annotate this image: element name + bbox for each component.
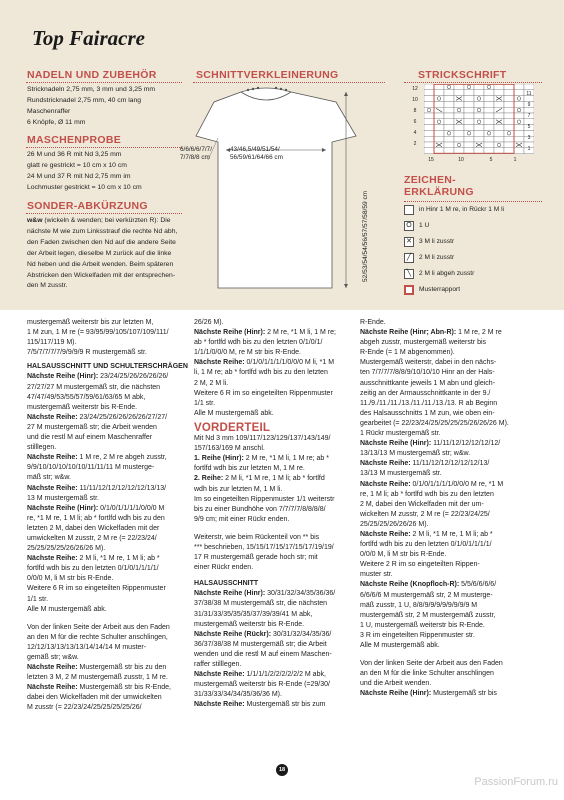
text-line: 157/163/169 M anschl. <box>194 445 265 453</box>
text-line: R-Ende. <box>360 319 386 326</box>
text-line: R-Ende (= 1 M abgenommen). <box>360 349 455 357</box>
text-line: Alle M mustergemäß abk. <box>194 409 274 417</box>
chart-cell <box>464 142 474 148</box>
zeichen-heading: ZEICHEN- ERKLÄRUNG <box>404 174 474 198</box>
text-line: *** beschrieben, 15/15/17/15/17/15/17/19/19/ <box>194 543 334 551</box>
text-line: 1/1 str. <box>27 595 49 603</box>
text-line: 37/38/38 M mustergemäß str, die nächsten <box>194 600 328 608</box>
text-line: fortlfd wdh bis zu den letzten 0/1/0/1/1/1/1/ <box>360 541 492 549</box>
text-line: 9/9/10/10/10/10/10/11/11/11 M musterge- <box>27 464 155 472</box>
text-line: Nächste Reihe (Hinr): Mustergemäß str bis <box>360 690 497 698</box>
text-line: Nächste Reihe: 0/1/0/1/1/1/1/0/0/0 M re, *1 M <box>360 480 504 488</box>
purl3tog-icon: ✕ <box>404 237 414 247</box>
text-line: 0/0/0 M, li M str bis R-Ende. <box>27 575 114 583</box>
chart-cell <box>514 148 524 154</box>
chart-cell <box>484 136 494 142</box>
chart-cell <box>494 148 504 154</box>
text-line: 36/37/38/38 M mustergemäß str; die Arbeit <box>194 640 327 648</box>
text-line: Nächste Reihe (Rückr): 30/31/32/34/35/36/ <box>194 630 332 638</box>
chart-cell <box>514 90 524 96</box>
text-line: Nächste Reihe (Knopfloch-R): 5/5/6/6/6/6/ <box>360 581 497 589</box>
text-line: bis zu einer Bundhöhe von 7/7/7/7/8/8/8/8/ <box>194 505 326 513</box>
chart-cell <box>514 136 524 142</box>
text-line: 13/13/13 M mustergemäß str; w&w. <box>360 450 471 458</box>
text-line: Nächste Reihe: 23/24/25/26/26/26/26/27/27/ <box>27 413 168 421</box>
text-line: 25/25/25/26/26/26 M). <box>360 520 429 528</box>
chart-cell <box>504 101 514 107</box>
chart-cell <box>444 148 454 154</box>
row-number: 8 <box>413 108 417 114</box>
text-line: mustergemäß str, 2 M mustergemäß zusstr, <box>360 611 496 619</box>
chart-cell <box>434 90 444 96</box>
text-line: Nächste Reihe (Hinr): 0/1/0/1/1/1/1/0/0/0 M <box>27 504 165 512</box>
text-line: zeitig an der Armausschnittkante in der 9./ <box>360 389 491 397</box>
text-line: 31/33/33/34/34/35/36/36 M). <box>194 691 282 699</box>
text-line: 1 Rückr mustergemäß str. <box>360 430 441 438</box>
text-line: 13 M mustergemäß str. <box>27 494 99 502</box>
ssp-icon: ╲ <box>404 269 414 279</box>
text-line: stilllegen. <box>27 444 57 452</box>
chart-cell <box>464 125 474 131</box>
text-line: 31/31/33/35/35/35/37/39/39/41 M abk, <box>194 610 313 618</box>
text-line: 3 R im eingeteilten Rippenmuster str. <box>360 631 475 639</box>
chart-cell <box>494 136 504 142</box>
sonder-text: w&w (wickeln & wenden; bei verkürzten R): Die nächste M wie zum Linksstrauf die rechte Nd abh, den Faden zwischen den Nd auf die andere Seite der Arbeit legen, dieselbe M zurück auf die linke Nd heben und die Arbeit wenden. Beim späteren Abstricken den Wickelfaden mit der entsprechen- den M zusstr. <box>27 217 178 290</box>
text-line: fortlfd wdh bis zu den letzten 0/1/0/1/1/1/1/ <box>27 565 159 573</box>
text-line: wenden und die restl M auf einem Maschen- <box>194 650 332 658</box>
chart-cell <box>434 125 444 131</box>
chart-cell <box>494 90 504 96</box>
row-number: 10 <box>412 97 418 103</box>
text-line: einer Rückr enden. <box>194 564 254 572</box>
chart-cell <box>474 101 484 107</box>
chart-cell <box>514 130 524 136</box>
chart-cell <box>484 101 494 107</box>
text-line: Von der linken Seite der Arbeit aus den Faden <box>360 660 503 668</box>
text-line: 0/0/0 M, li M str bis R-Ende. <box>360 551 447 559</box>
text-line: 13/13 M mustergemäß str. <box>360 470 442 478</box>
chart-cell <box>454 148 464 154</box>
col-number: 1 <box>513 157 517 163</box>
knitting-chart <box>412 84 552 174</box>
text-line: Mustergemäß weiterstr, dabei in den nächs- <box>360 359 497 367</box>
chart-cell <box>434 101 444 107</box>
chart-cell <box>514 101 524 107</box>
chart-cell <box>424 142 434 148</box>
chart-cell <box>424 84 434 90</box>
chart-cell <box>464 119 474 125</box>
chart-cell <box>474 90 484 96</box>
text-column-3 <box>360 318 540 699</box>
row-number: 3 <box>527 135 531 141</box>
chart-cell <box>474 130 484 136</box>
text-line: 12/12/13/13/13/13/14/14/14 M muster- <box>27 643 147 651</box>
text-line: Nächste Reihe: Mustergemäß str bis R-Ende, <box>27 684 171 692</box>
chart-cell <box>424 90 434 96</box>
text-line: Alle M mustergemäß abk. <box>360 642 440 649</box>
chart-cell <box>474 136 484 142</box>
text-line: wickelten M zusstr, 2 M re (= 22/23/24/25/ <box>360 510 490 518</box>
chart-cell <box>434 136 444 142</box>
text-line: 17 R mustergemäß gerade hoch str; mit <box>194 554 318 562</box>
text-line: M zusstr (= 22/23/24/25/25/25/25/26/ <box>27 704 142 712</box>
divider <box>404 201 542 202</box>
row-number: 12 <box>412 86 418 92</box>
text-line: Weitere 6 R im so eingeteilten Rippenmuster <box>194 389 333 397</box>
vorderteil-heading: VORDERTEIL <box>194 421 271 434</box>
text-line: mustergemäß weiterstr bis R-Ende (=29/30/ <box>194 681 330 689</box>
text-line: Nächste Reihe (Hinr): 30/31/32/34/35/36/36/ <box>194 590 336 598</box>
chart-cell <box>504 113 514 119</box>
chart-cell <box>504 142 514 148</box>
text-line: letzten 3 M, 2 M mustergemäß zusstr, 1 M re. <box>27 674 168 682</box>
chart-cell <box>464 136 474 142</box>
chart-cell <box>484 142 494 148</box>
text-line: ausschnittkante jeweils 1 M abn und gleich- <box>360 379 496 387</box>
chart-cell <box>474 148 484 154</box>
chart-cell <box>434 130 444 136</box>
row-number: 5 <box>527 124 531 130</box>
section-subheading: HALSAUSSCHNITT <box>194 580 259 588</box>
text-line: 2 M, 2 M li. <box>194 379 229 387</box>
chart-grid <box>424 84 534 154</box>
text-line: Nächste Reihe: 2 M li, *1 M re, 1 M li; ab * <box>360 530 493 538</box>
text-line: Nächste Reihe: 1/1/1/1/2/2/2/2/2/2 M abk, <box>194 671 326 679</box>
chart-cell <box>494 130 504 136</box>
chart-cell <box>484 96 494 102</box>
divider <box>404 82 542 83</box>
chart-cell <box>444 136 454 142</box>
row-number: 4 <box>413 130 417 136</box>
chart-cell <box>464 113 474 119</box>
chart-cell <box>454 101 464 107</box>
sleeve-size-label: 6/6/6/6/7/7/ 7/7/8/8 cm <box>180 146 212 161</box>
chart-cell <box>514 113 524 119</box>
row-number: 2 <box>413 141 417 147</box>
chart-cell <box>424 96 434 102</box>
chart-cell <box>494 84 504 90</box>
chart-cell <box>444 101 454 107</box>
chart-cell <box>514 125 524 131</box>
col-number: 15 <box>428 157 434 163</box>
text-line: 27/27/27 M mustergemäß str, die nächsten <box>27 383 161 391</box>
text-line: Nächste Reihe: 0/1/0/1/1/1/1/0/0/0 M li, *1 M <box>194 359 335 367</box>
chart-cell <box>474 125 484 131</box>
chart-cell <box>484 107 494 113</box>
purl2tog-icon: ╱ <box>404 253 414 263</box>
divider <box>26 82 182 83</box>
chart-cell <box>454 125 464 131</box>
row-number: 1 <box>527 146 531 152</box>
chart-cell <box>514 84 524 90</box>
text-line: 26/26 M). <box>194 319 224 326</box>
col-number: 5 <box>489 157 493 163</box>
chart-cell <box>504 90 514 96</box>
chart-cell <box>424 136 434 142</box>
chart-cell <box>424 119 434 125</box>
row-number: 9 <box>527 102 531 108</box>
text-line: 1/1 str. <box>194 399 216 407</box>
col-number: 10 <box>458 157 464 163</box>
text-line: gearbeitet (= 22/23/24/25/25/25/25/26/26/26 M). <box>360 419 509 427</box>
length-size-label: 52/53/54/54/56/57/57/58/59 cm <box>362 190 369 282</box>
text-line: Nächste Reihe (Hinr): 11/11/12/12/12/12/12/ <box>360 440 501 448</box>
chart-cell <box>454 130 464 136</box>
text-line: mustergemäß weiterstr bis R-Ende. <box>194 620 305 628</box>
text-line: gemäß str; w&w. <box>27 654 79 661</box>
chart-cell <box>434 113 444 119</box>
chart-cell <box>464 101 474 107</box>
chart-cell <box>494 101 504 107</box>
text-line: wdh bis zur letzten M, 1 M li. <box>194 485 283 493</box>
section-subheading: HALSAUSSCHNITT UND SCHULTERSCHRÄGEN <box>27 363 188 371</box>
text-line: Nächste Reihe (Hinr): 2 M re, *1 M li, 1 M re; <box>194 329 336 337</box>
chart-cell <box>464 90 474 96</box>
chart-cell <box>504 136 514 142</box>
text-line: des Halsausschnitts 1 M zun, wie oben ein- <box>360 409 495 417</box>
chart-cell <box>504 96 514 102</box>
chart-cell <box>504 148 514 154</box>
chart-cell <box>424 125 434 131</box>
text-line: Nächste Reihe: 11/11/12/12/12/12/12/13/13/ <box>27 484 167 492</box>
text-line: li, 1 M re; ab * fortlfd wdh bis zu den letzten <box>194 369 328 377</box>
chart-cell <box>504 107 514 113</box>
chart-cell <box>484 90 494 96</box>
chart-cell <box>504 125 514 131</box>
text-line: 2. Reihe: 2 M li, *1 M re, 1 M li; ab * fortlfd <box>194 475 325 483</box>
chart-cell <box>454 90 464 96</box>
maschenprobe-heading: MASCHENPROBE <box>27 134 122 146</box>
text-line: abgeh zusstr, mustergemäß weiterstr bis <box>360 339 487 347</box>
text-line: Im so eingeteilten Rippenmuster 1/1 weiterstr <box>194 495 335 503</box>
text-line: 6/6/6/6 M mustergemäß str, 2 M musterge- <box>360 591 493 599</box>
chart-cell <box>454 84 464 90</box>
yarn-over-icon: O <box>404 221 414 231</box>
text-line: umwickelten M zusstr, 2 M re (= 22/23/24/ <box>27 534 157 542</box>
chart-cell <box>524 84 534 90</box>
chart-cell <box>444 107 454 113</box>
watermark: PassionForum.ru <box>474 776 558 788</box>
text-line: 1. Reihe (Hinr): 2 M re, *1 M li, 1 M re; ab * <box>194 455 329 463</box>
chart-cell <box>464 148 474 154</box>
maschenprobe-text: 26 M und 36 R mit Nd 3,25 mm glatt re gestrickt = 10 cm x 10 cm 24 M und 37 R mit Nd 2,75 mm im Lochmuster gestrickt = 10 cm x 10 cm <box>27 151 142 191</box>
row-number: 7 <box>527 113 531 119</box>
chart-cell <box>424 101 434 107</box>
text-line: dabei den Wickelfaden mit der umwickelten <box>27 694 162 702</box>
chart-cell <box>464 96 474 102</box>
text-line: Nächste Reihe: 11/11/12/12/12/12/12/13/ <box>360 460 490 468</box>
sonder-heading: SONDER-ABKÜRZUNG <box>27 200 148 212</box>
chart-cell <box>464 107 474 113</box>
text-column-1: mustergemäß weiterstr bis zur letzten M, 1 M zun, 1 M re (= 93/95/99/105/107/109/111/ 115/117/119 M). 7/5/7/7/7/7/9/9/9/9 R mustergemäß str. HALSAUSSCHNITT UND SCHULTERSCHRÄGEN Nächste Reihe (Hinr): 23/24/25/26/26/26/26/ 27/27/27 M mustergemäß str, die nächsten 47/47/49/53/55/57/59/61/63/65 M abk, mustergemäß weiterstr bis R-Ende. Nächste Reihe: 23/24/25/26/26/26/26/27/27/ 27 M mustergemäß str; die Arbeit wenden und die restl M auf einem Maschenraffer stilllegen. Nächste Reihe: 1 M re, 2 M re abgeh zusstr, 9/9/10/10/10/10/10/11/11/11 M musterge- mäß str; w&w. Nächste Reihe: 11/11/12/12/12/12/12/13/13/ 13 M mustergemäß str. Nächste Reihe (Hinr): 0/1/0/1/1/1/1/0/0/0 M re, *1 M re, 1 M li; ab * fortlfd wdh bis zu den letzten 2 M, dabei den Wickelfaden mit der umwickelten M zusstr, 2 M re (= 22/23/24/ 25/25/25/25/26/26/26 M). Nächste Reihe: 2 M li, *1 M re, 1 M li; ab * fortlfd wdh bis zu den letzten 0/1/0/1/1/1/1/ 0/0/0 M, li M str bis R-Ende. Weitere 6 R im so eingeteilten Rippenmuster 1/1 str. Alle M mustergemäß abk. Von der linken Seite der Arbeit aus den Faden an den M für die rechte Schulter anschlingen, 12/12/13/13/13/13/14/14/14 M muster- gemäß str; w&w. Nächste Reihe: Mustergemäß str bis zu den letzten 3 M, 2 M mustergemäß zusstr, 1 M re. Nächste Reihe: Mustergemäß str bis R-Ende, dabei den Wickelfaden mit der umwickelten M zusstr (= 22/23/24/25/25/25/25/26/ <box>27 318 193 714</box>
text-line: 27 M mustergemäß str; die Arbeit wenden <box>27 423 157 431</box>
chart-cell <box>504 119 514 125</box>
text-line: Nächste Reihe (Hinr): 23/24/25/26/26/26/26/ <box>27 373 169 381</box>
page-title: Top Fairacre <box>32 26 145 50</box>
text-line: 25/25/25/25/26/26/26 M). <box>27 545 106 553</box>
text-line: mäß zusstr, 1 U, 8/8/9/9/9/9/9/9/9/9 M <box>360 601 478 609</box>
chart-cell <box>434 84 444 90</box>
chart-cell <box>484 119 494 125</box>
text-line: fortlfd wdh bis zur letzten M, 1 M re. <box>194 465 305 473</box>
text-line: Mit Nd 3 mm 109/117/123/129/137/143/149/ <box>194 435 331 443</box>
text-line: Alle M mustergemäß abk. <box>27 605 107 613</box>
nadeln-heading: NADELN UND ZUBEHÖR <box>27 69 157 81</box>
text-line: muster str. <box>360 571 393 579</box>
text-line: mustergemäß weiterstr bis R-Ende. <box>27 403 138 411</box>
chart-cell <box>444 113 454 119</box>
text-line: an den M für die linke Schulter anschlingen <box>360 670 494 678</box>
text-line: 9/9 cm; mit einer Rückr enden. <box>194 515 290 523</box>
text-line: ab * fortlfd wdh bis zu den letzten 0/1/0/1/ <box>194 339 323 347</box>
chart-cell <box>484 148 494 154</box>
text-line: an den M für die rechte Schulter anschlingen, <box>27 633 168 641</box>
chart-cell <box>444 119 454 125</box>
chart-cell <box>444 90 454 96</box>
text-line: raffer stilllegen. <box>194 661 242 668</box>
text-line: Von der linken Seite der Arbeit aus den Faden <box>27 623 170 631</box>
chart-cell <box>494 113 504 119</box>
text-line: 1/1/1/0/0/0 M, re M str bis R-Ende. <box>194 349 301 357</box>
text-line: letzten 2 M, dabei den Wickelfaden mit der <box>27 524 160 532</box>
strickschrift-heading: STRICKSCHRIFT <box>418 69 507 81</box>
chart-cell <box>484 113 494 119</box>
text-line: Nächste Reihe (Hinr; Abn-R): 1 M re, 2 M re <box>360 329 502 337</box>
text-line: Nächste Reihe: 2 M li, *1 M re, 1 M li; ab * <box>27 555 160 563</box>
chart-cell <box>454 113 464 119</box>
text-line: Weitere 2 R im so eingeteilten Rippen- <box>360 561 480 569</box>
text-column-2 <box>194 318 358 710</box>
chart-cell <box>444 125 454 131</box>
chart-cell <box>494 125 504 131</box>
page-number: 18 <box>276 764 288 776</box>
nadeln-text: Stricknadeln 2,75 mm, 3 mm und 3,25 mm Rundstricknadel 2,75 mm, 40 cm lang Maschenraffer 6 Knöpfe, Ø 11 mm <box>27 86 156 126</box>
text-line: Weiterstr, wie beim Rückenteil von ** bis <box>194 533 320 541</box>
text-line: 47/47/49/53/55/57/59/61/63/65 M abk, <box>27 393 146 401</box>
pattern-repeat-icon <box>404 285 414 295</box>
chart-cell <box>424 148 434 154</box>
chart-cell <box>444 96 454 102</box>
row-number: 6 <box>413 119 417 125</box>
text-line: 2 M, dabei den Wickelfaden mit der um- <box>360 500 484 508</box>
text-line: 1 U, mustergemäß weiterstr bis R-Ende. <box>360 621 485 629</box>
text-line: Nächste Reihe: Mustergemäß str bis zu den <box>27 664 167 672</box>
chart-cell <box>484 125 494 131</box>
chart-cell <box>504 84 514 90</box>
text-line: re, *1 M re, 1 M li; ab * fortlfd wdh bis zu den <box>27 514 165 522</box>
width-size-label: 43/46,5/49/51/54/ 56/59/61/64/66 cm <box>230 146 283 161</box>
chart-cell <box>424 113 434 119</box>
chart-cell <box>454 136 464 142</box>
text-line: re, 1 M li; ab * fortlfd wdh bis zu den letzten <box>360 490 494 498</box>
knit-symbol-icon <box>404 205 414 215</box>
schnitt-heading: SCHNITTVERKLEINERUNG <box>196 69 339 81</box>
divider <box>26 147 182 148</box>
chart-cell <box>474 113 484 119</box>
text-line: und die Arbeit wenden. <box>360 680 432 688</box>
divider <box>26 213 182 214</box>
text-line: und die restl M auf einem Maschenraffer <box>27 434 153 442</box>
text-line: Weitere 6 R im so eingeteilten Rippenmuster <box>27 585 166 593</box>
text-line: Nächste Reihe: 1 M re, 2 M re abgeh zusstr, <box>27 454 167 462</box>
chart-cell <box>444 142 454 148</box>
text-line: ten 7/7/7/7/8/8/9/10/10/10 Hinr an der Hals- <box>360 369 495 377</box>
text-line: 11./9./11./11./13./11./11./13./13. R ab Beginn <box>360 399 498 407</box>
row-number: 11 <box>526 91 532 97</box>
chart-cell <box>474 84 484 90</box>
text-line: mäß str; w&w. <box>27 474 71 482</box>
chart-cell <box>424 130 434 136</box>
text-line: Nächste Reihe: Mustergemäß str bis zum <box>194 701 326 709</box>
chart-cell <box>434 148 444 154</box>
